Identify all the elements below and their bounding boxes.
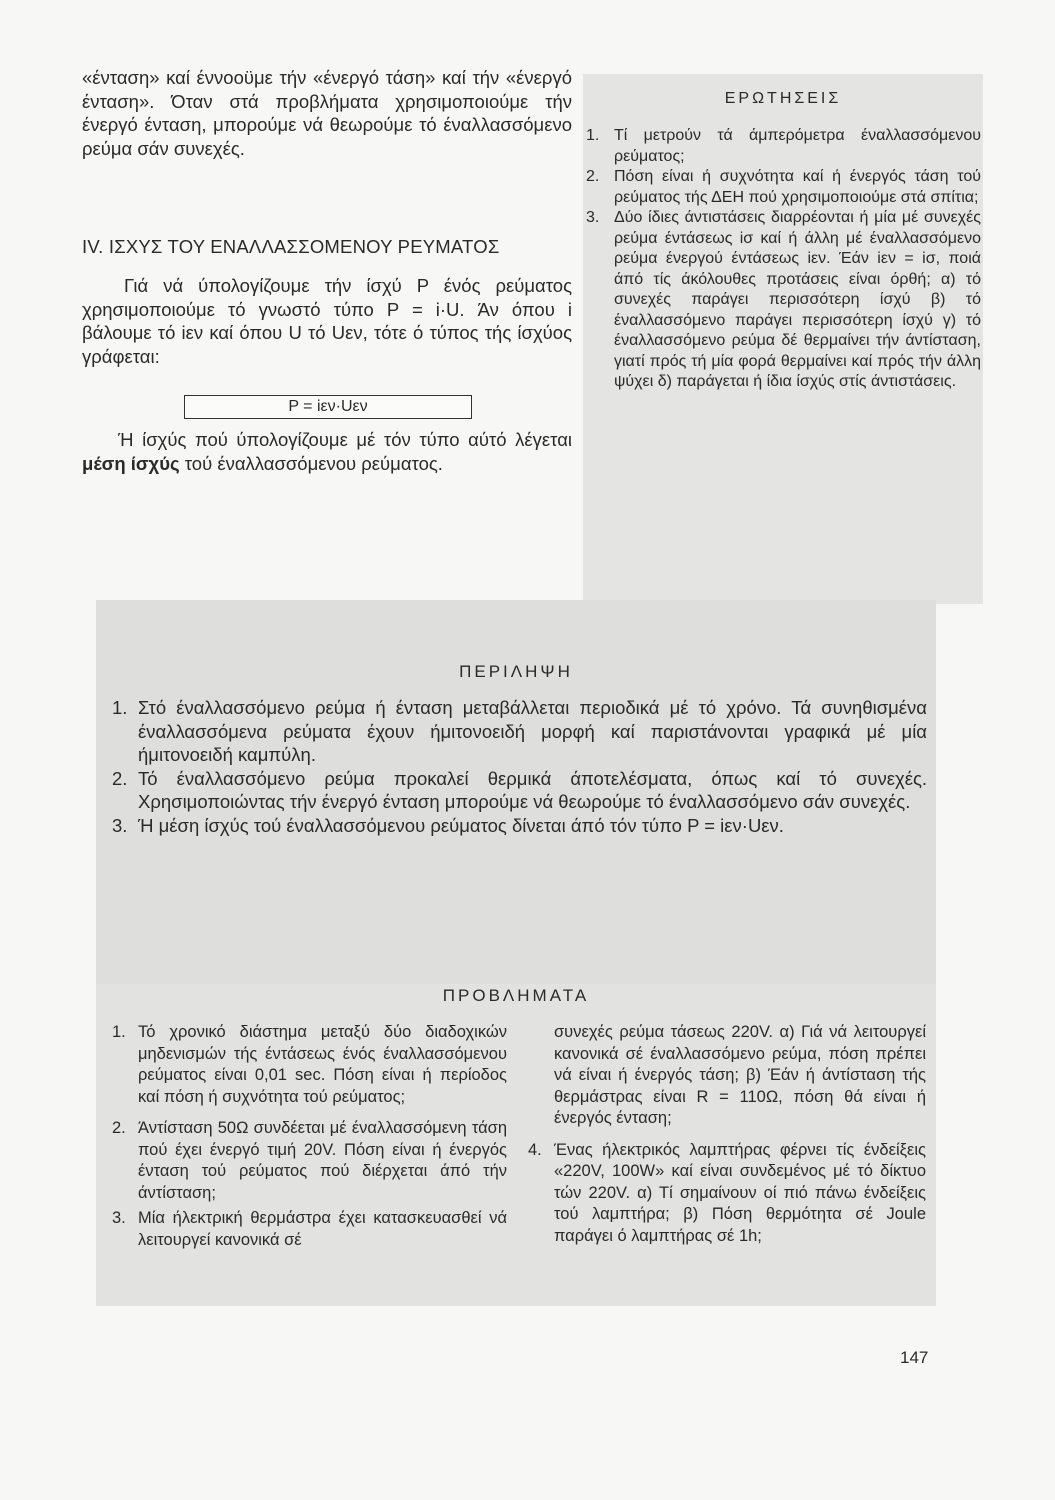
section-iv-heading: IV. ΙΣΧΥΣ ΤΟΥ ΕΝΑΛΛΑΣΣΟΜΕΝΟΥ ΡΕΥΜΑΤΟΣ bbox=[82, 236, 500, 257]
problem-number: 4. bbox=[528, 1140, 542, 1159]
problem-item-1 bbox=[112, 1022, 507, 1108]
summary-title: ΠΕΡΙΛΗΨΗ bbox=[459, 662, 573, 681]
problem-text: συνεχές ρεύμα τάσεως 220V. α) Γιά νά λειτουργεί κανονικά σέ έναλλασσόμενο ρεύμα, πόση πρέπει νά είναι ή ένεργός τάση; β) Έάν ή άντίσταση τής θερμάστρας είναι R = 110Ω, πόση θά είναι ή ένεργός ένταση; bbox=[554, 1023, 926, 1127]
problem-number: 3. bbox=[112, 1209, 126, 1227]
problem-item-3-continuation bbox=[528, 1022, 926, 1130]
mean-power-term: μέση ίσχύς bbox=[82, 453, 180, 474]
summary-text: Ή μέση ίσχύς τού έναλλασσόμενου ρεύματος δίνεται άπό τόν τύπο P = iεν·Uεν. bbox=[138, 814, 784, 836]
question-text: Τί μετρούν τά άμπερόμετρα έναλλασσόμενου ρεύματος; bbox=[614, 127, 981, 165]
problem-number: 2. bbox=[112, 1119, 126, 1137]
summary-item-1 bbox=[112, 696, 927, 767]
summary-text: Τό έναλλασσόμενο ρεύμα προκαλεί θερμικά άποτελέσματα, όπως καί τό συνεχές. Χρησιμοποιώντας τήν ένεργό ένταση μπορούμε νά θεωρούμε τό έναλλασσόμενο σάν συνεχές. bbox=[138, 767, 927, 812]
question-text: Πόση είναι ή συχνότητα καί ή ένεργός τάση τού ρεύματος τής ΔΕΗ πού χρησιμοποιούμε στά σπίτια; bbox=[614, 168, 981, 206]
problem-item-3 bbox=[112, 1208, 507, 1251]
problem-text: Άντίσταση 50Ω συνδέεται μέ έναλλασσόμενη τάση πού έχει ένεργό τιμή 20V. Πόση είναι ή ένεργός ένταση τού ρεύματος πού διέρχεται άπό τήν άντίσταση; bbox=[138, 1119, 507, 1202]
problem-item-4 bbox=[528, 1140, 926, 1248]
summary-list bbox=[112, 696, 927, 837]
section-iv-text-2b: τού έναλλασσόμενου ρεύματος. bbox=[179, 453, 443, 474]
questions-list bbox=[586, 126, 981, 393]
summary-item-3 bbox=[112, 814, 927, 838]
page-number: 147 bbox=[900, 1348, 929, 1367]
question-number: 1. bbox=[586, 127, 600, 144]
section-iv-text-1: Γιά νά ύπολογίζουμε τήν ίσχύ P ένός ρεύματος χρησιμοποιούμε τό γνωστό τύπο P = i·U. Άν όπου i βάλουμε τό iεν καί όπου U τό Uεν, τότε ό τύπος τής ίσχύος γράφεται: bbox=[82, 275, 572, 367]
question-item-1 bbox=[586, 126, 981, 167]
problems-right-column bbox=[528, 1022, 926, 1247]
problem-item-2 bbox=[112, 1118, 507, 1204]
summary-number: 3. bbox=[112, 814, 128, 836]
problem-text: Τό χρονικό διάστημα μεταξύ δύο διαδοχικών μηδενισμών τής έντάσεως ένός έναλλασσόμενου ρεύματος είναι 0,01 sec. Πόση είναι ή περίοδος καί πόση ή συχνότητα τού ρεύματος; bbox=[138, 1023, 507, 1106]
questions-title: ΕΡΩΤΗΣΕΙΣ bbox=[724, 90, 842, 107]
problem-text: Ένας ήλεκτρικός λαμπτήρας φέρνει τίς ένδείξεις «220V, 100W» καί είναι συνδεμένος μέ τό δίκτυο τών 220V. α) Τί σημαίνουν οί πιό πάνω ένδείξεις τού λαμπτήρα; β) Πόση θερμότητα σέ Joule παράγει ό λαμπτήρας σέ 1h; bbox=[554, 1140, 926, 1245]
problems-left-column bbox=[112, 1022, 507, 1251]
question-number: 3. bbox=[586, 209, 600, 226]
intro-text: «ένταση» καί έννοοϋμε τήν «ένεργό τάση» καί τήν «ένεργό ένταση». Όταν στά προβλήματα χρησιμοποιούμε τήν ένεργό ένταση, μπορούμε νά θεωρούμε τό έναλλασσόμενο ρεύμα σάν συνεχές. bbox=[82, 67, 572, 159]
question-item-2 bbox=[586, 167, 981, 208]
question-number: 2. bbox=[586, 168, 600, 185]
section-iv-text-2a: Ή ίσχύς πού ύπολογίζουμε μέ τόν τύπο αύτό λέγεται bbox=[118, 429, 572, 450]
summary-item-2 bbox=[112, 767, 927, 814]
question-text: Δύο ίδιες άντιστάσεις διαρρέονται ή μία μέ συνεχές ρεύμα έντάσεως iσ καί ή άλλη μέ έναλλασσόμενο ρεύμα ένεργού έντάσεως iεν. Έάν iεν = iσ, ποιά άπό τίς άκόλουθες προτάσεις είναι όρθή; α) τό συνεχές παράγει περισσότερη ίσχύ β) τό έναλλασσόμενο παράγει περισσότερη ίσχύ γ) τό έναλλασσόμενο ρεύμα δέ θερμαίνει τήν άντίσταση, γιατί πρός τή μία φορά θερμαίνει καί πρός τήν άλλη ψύχει δ) παράγεται ή ίδια ίσχύς στίς άντιστάσεις. bbox=[614, 209, 981, 390]
question-item-3 bbox=[586, 208, 981, 393]
problem-text: Μία ήλεκτρική θερμάστρα έχει κατασκευασθεί νά λειτουργεί κανονικά σέ bbox=[138, 1209, 507, 1249]
intro-paragraph bbox=[82, 66, 572, 160]
summary-number: 1. bbox=[112, 697, 128, 718]
section-iv-paragraph-1 bbox=[82, 274, 572, 368]
summary-number: 2. bbox=[112, 767, 128, 789]
problem-number: 1. bbox=[112, 1023, 126, 1041]
summary-text: Στό έναλλασσόμενο ρεύμα ή ένταση μεταβάλλεται περιοδικά μέ τό χρόνο. Τά συνηθισμένα έναλλασσόμενα ρεύματα έχουν ήμιτονοειδή μορφή καί παριστάνονται γραφικά μέ μία ήμιτονοειδή καμπύλη. bbox=[138, 697, 927, 765]
section-iv-paragraph-2 bbox=[82, 428, 572, 476]
power-formula-box: P = iεν·Uεν bbox=[184, 395, 472, 419]
problems-title: ΠΡΟΒΛΗΜΑΤΑ bbox=[442, 986, 590, 1005]
